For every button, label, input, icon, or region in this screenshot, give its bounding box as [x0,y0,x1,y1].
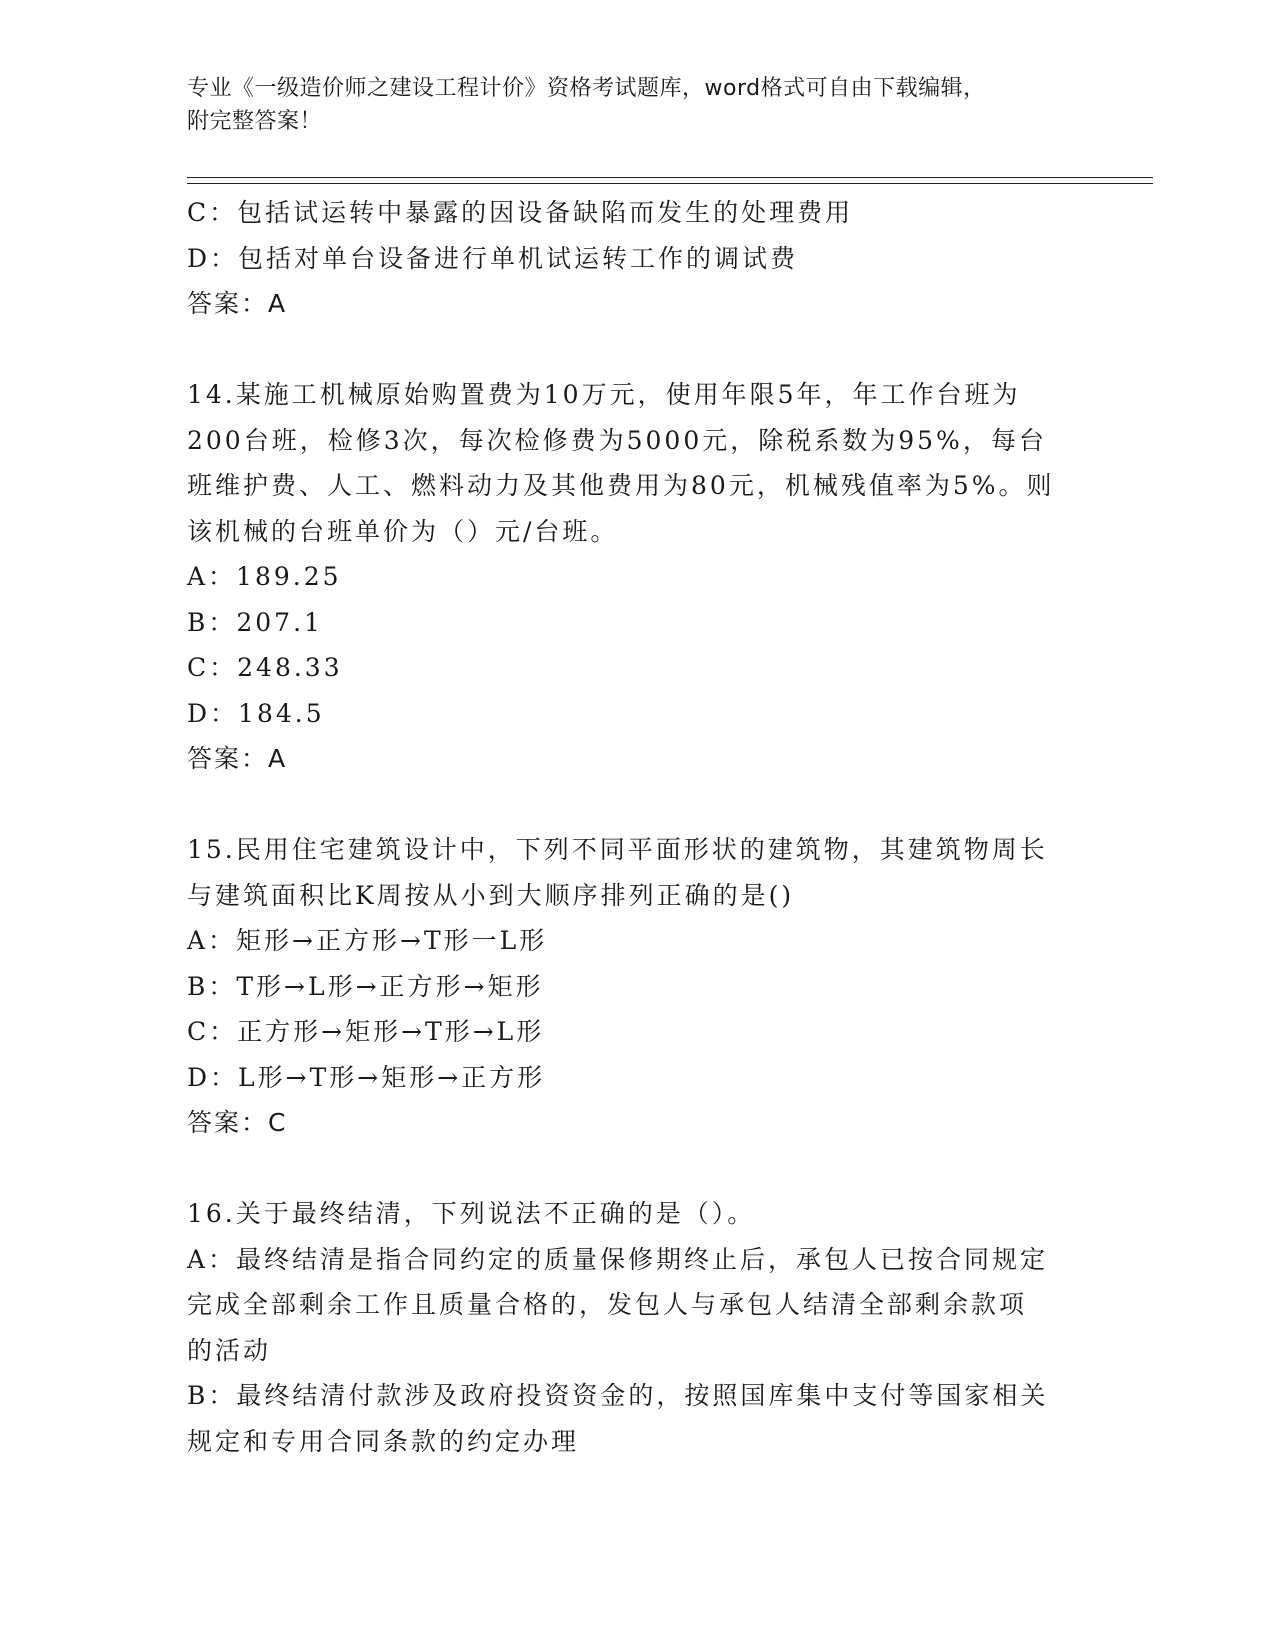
option-d: D：184.5 [187,698,325,728]
question-13-tail [187,190,1067,327]
option-d: D：包括对单台设备进行单机试运转工作的调试费 [187,243,799,273]
option-b: B：T形→L形→正方形→矩形 [187,971,544,1001]
spacer [187,1146,1067,1192]
question-text-line: 15.民用住宅建筑设计中，下列不同平面形状的建筑物，其建筑物周长 [187,835,1048,864]
answer: 答案：C [187,1108,288,1137]
question-text-line: 14.某施工机械原始购置费为10万元，使用年限5年，年工作台班为 [187,380,1021,409]
answer: 答案：A [187,744,288,773]
question-16 [187,1191,1067,1464]
option-c: C：包括试运转中暴露的因设备缺陷而发生的处理费用 [187,198,854,227]
question-list [187,190,1067,1464]
question-14 [187,372,1067,782]
question-text-line: 200台班，检修3次，每次检修费为5000元，除税系数为95%，每台 [187,425,1047,455]
header-line-2: 附完整答案！ [187,109,323,134]
option-a: A：189.25 [187,562,342,591]
answer: 答案：A [187,289,288,318]
option-b-line: 规定和专用合同条款的约定办理 [187,1426,580,1456]
option-a: A：矩形→正方形→T形一L形 [187,926,548,955]
option-a-line: 完成全部剩余工作且质量合格的，发包人与承包人结清全部剩余款项 [187,1290,1028,1319]
question-text-line: 班维护费、人工、燃料动力及其他费用为80元，机械残值率为5%。则 [187,471,1055,500]
option-a-line: A：最终结清是指合同约定的质量保修期终止后，承包人已按合同规定 [187,1244,1049,1274]
question-text-line: 该机械的台班单价为（）元/台班。 [187,516,619,546]
option-c: C：正方形→矩形→T形→L形 [187,1017,545,1046]
page-header [187,72,1087,138]
option-b: B：207.1 [187,607,323,637]
question-text-line: 与建筑面积比K周按从小到大顺序排列正确的是() [187,880,795,910]
option-b-line: B：最终结清付款涉及政府投资资金的，按照国库集中支付等国家相关 [187,1381,1049,1410]
option-d: D：L形→T形→矩形→正方形 [187,1062,546,1092]
header-divider [187,177,1153,184]
spacer [187,327,1067,373]
option-c: C：248.33 [187,653,343,682]
spacer [187,782,1067,828]
header-line-1: 专业《一级造价师之建设工程计价》资格考试题库，word格式可自由下载编辑， [187,76,986,101]
option-a-line: 的活动 [187,1335,272,1365]
question-text-line: 16.关于最终结清，下列说法不正确的是（）。 [187,1199,756,1228]
question-15 [187,827,1067,1146]
